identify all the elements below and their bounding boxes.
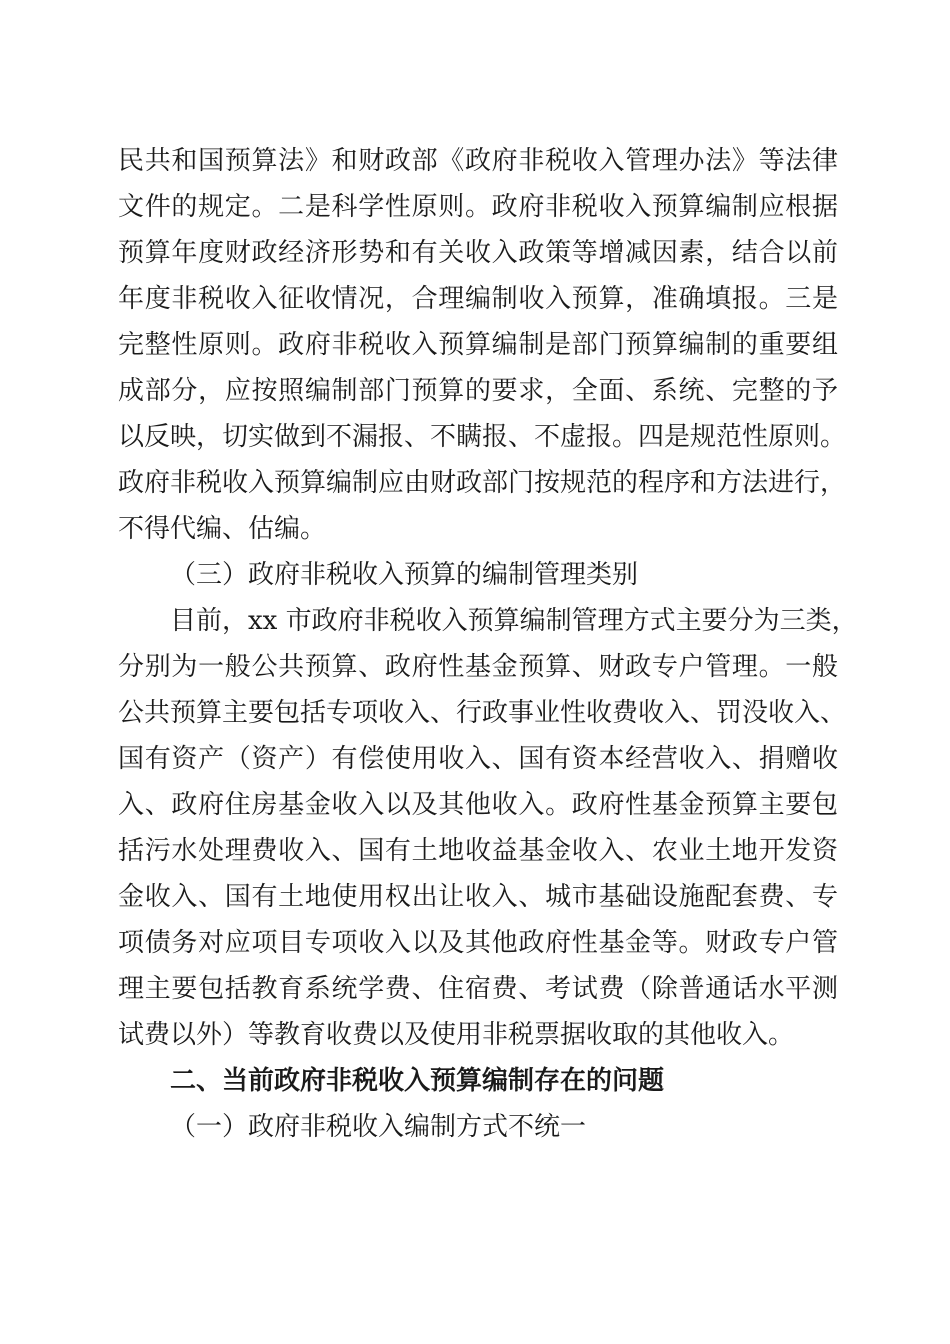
- section-heading-2-1: （一）政府非税收入编制方式不统一: [170, 1112, 587, 1142]
- paragraph-line: 金收入、国有土地使用权出让收入、城市基础设施配套费、专: [118, 882, 838, 912]
- paragraph-line: 国有资产（资产）有偿使用收入、国有资本经营收入、捐赠收: [118, 744, 838, 774]
- paragraph-line: 年度非税收入征收情况，合理编制收入预算，准确填报。三是: [118, 284, 838, 314]
- paragraph-line: 民共和国预算法》和财政部《政府非税收入管理办法》等法律: [118, 146, 838, 176]
- paragraph-line: 不得代编、估编。: [118, 514, 327, 544]
- paragraph-line: 试费以外）等教育收费以及使用非税票据收取的其他收入。: [118, 1020, 795, 1050]
- paragraph-line: 完整性原则。政府非税收入预算编制是部门预算编制的重要组: [118, 330, 838, 360]
- paragraph-line: 文件的规定。二是科学性原则。政府非税收入预算编制应根据: [118, 192, 838, 222]
- paragraph-line: 项债务对应项目专项收入以及其他政府性基金等。财政专户管: [118, 928, 838, 958]
- paragraph-line: 目前，xx 市政府非税收入预算编制管理方式主要分为三类，: [170, 606, 858, 636]
- paragraph-line: 以反映，切实做到不漏报、不瞒报、不虚报。四是规范性原则。: [118, 422, 847, 452]
- paragraph-line: 分别为一般公共预算、政府性基金预算、财政专户管理。一般: [118, 652, 838, 682]
- paragraph-line: 成部分，应按照编制部门预算的要求，全面、系统、完整的予: [118, 376, 838, 406]
- section-heading-3: （三）政府非税收入预算的编制管理类别: [170, 560, 639, 590]
- paragraph-line: 理主要包括教育系统学费、住宿费、考试费（除普通话水平测: [118, 974, 838, 1004]
- paragraph-line: 括污水处理费收入、国有土地收益基金收入、农业土地开发资: [118, 836, 838, 866]
- paragraph-line: 预算年度财政经济形势和有关收入政策等增减因素，结合以前: [118, 238, 838, 268]
- paragraph-line: 入、政府住房基金收入以及其他收入。政府性基金预算主要包: [118, 790, 838, 820]
- section-heading-2: 二、当前政府非税收入预算编制存在的问题: [170, 1066, 665, 1096]
- paragraph-line: 政府非税收入预算编制应由财政部门按规范的程序和方法进行，: [118, 468, 847, 498]
- paragraph-line: 公共预算主要包括专项收入、行政事业性收费收入、罚没收入、: [118, 698, 847, 728]
